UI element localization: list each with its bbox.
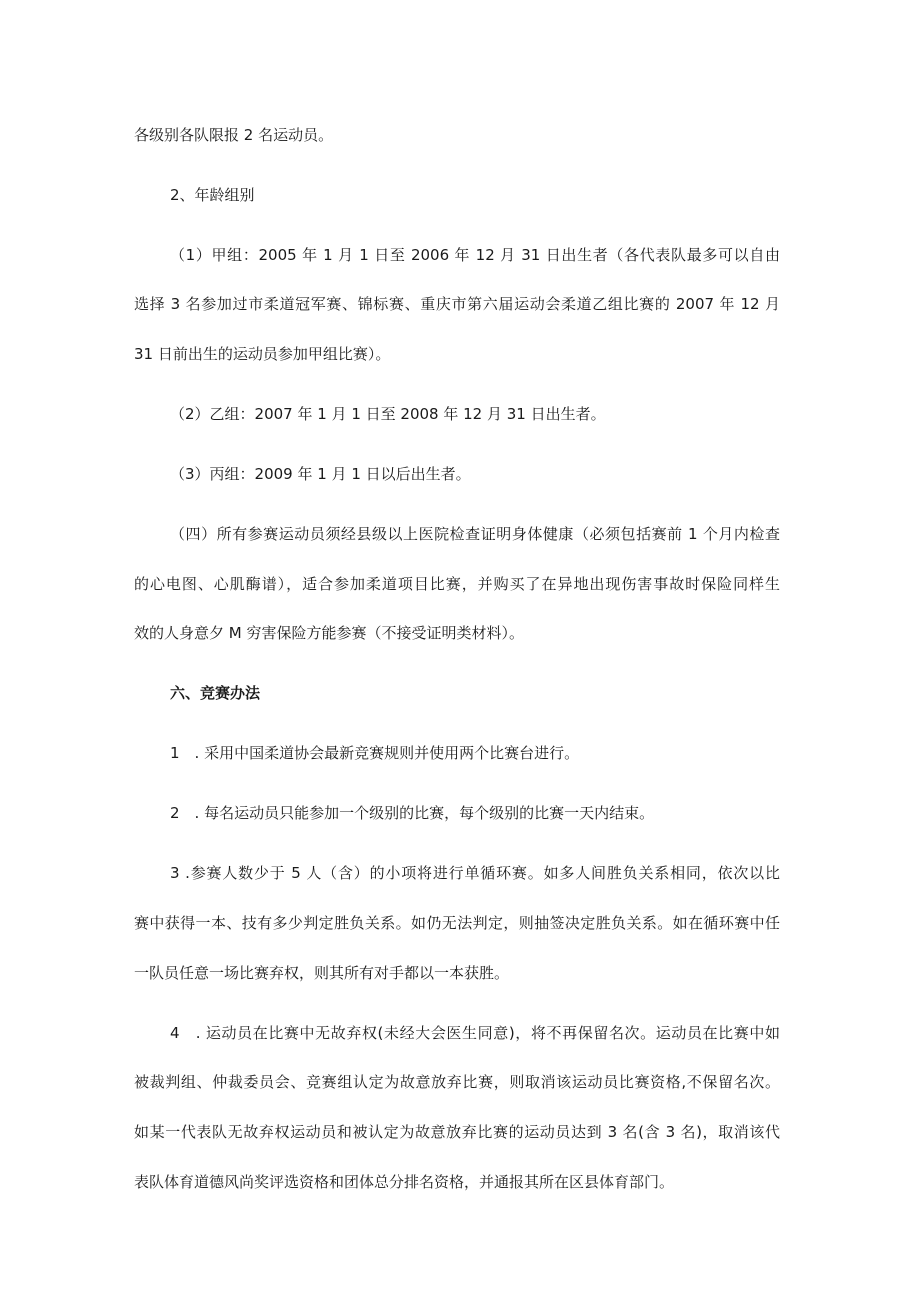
paragraph-health-line3: 效的人身意夕 M 穷害保险方能参赛（不接受证明类材料）。 (134, 624, 524, 642)
paragraph-group-a-line3: 31 日前出生的运动员参加甲组比赛）。 (134, 345, 391, 363)
rule-1: 1 . 采用中国柔道协会最新竞赛规则并使用两个比赛台进行。 (170, 744, 580, 762)
rule-3-line2: 赛中获得一本、技有多少判定胜负关系。如仍无法判定，则抽签决定胜负关系。如在循环赛中任 (134, 914, 780, 932)
paragraph-group-a-line2: 选择 3 名参加过市柔道冠军赛、锦标赛、重庆市第六届运动会柔道乙组比赛的 2007 年 12 月 (134, 295, 780, 313)
paragraph-group-c: （3）丙组：2009 年 1 月 1 日以后出生者。 (170, 465, 471, 483)
rule-4-line4: 表队体育道德风尚奖评选资格和团体总分排名资格，并通报其所在区县体育部门。 (134, 1173, 675, 1191)
heading-age-groups: 2、年龄组别 (170, 186, 255, 204)
rule-3-line3: 一队员任意一场比赛弃权，则其所有对手都以一本获胜。 (134, 964, 510, 982)
rule-4-line2: 被裁判组、仲裁委员会、竞赛组认定为故意放弃比赛，则取消该运动员比赛资格,不保留名次。 (134, 1073, 780, 1091)
rule-3-line1: 3 .参赛人数少于 5 人（含）的小项将进行单循环赛。如多人间胜负关系相同，依次以比 (170, 864, 780, 882)
paragraph-health-line1: （四）所有参赛运动员须经县级以上医院检查证明身体健康（必须包括赛前 1 个月内检查 (170, 525, 780, 543)
paragraph-quota: 各级别各队限报 2 名运动员。 (134, 126, 334, 144)
rule-4-line1: 4 . 运动员在比赛中无故弃权(未经大会医生同意)，将不再保留名次。运动员在比赛中如 (170, 1024, 780, 1042)
rule-4-line3: 如某一代表队无故弃权运动员和被认定为故意放弃比赛的运动员达到 3 名(含 3 名)，取消该代 (134, 1123, 780, 1141)
paragraph-group-b: （2）乙组：2007 年 1 月 1 日至 2008 年 12 月 31 日出生者。 (170, 405, 606, 423)
heading-competition-method: 六、竞赛办法 (170, 684, 261, 702)
rule-2: 2 . 每名运动员只能参加一个级别的比赛，每个级别的比赛一天内结束。 (170, 804, 655, 822)
paragraph-group-a-line1: （1）甲组：2005 年 1 月 1 日至 2006 年 12 月 31 日出生者（各代表队最多可以自由 (170, 246, 780, 264)
paragraph-health-line2: 的心电图、心肌酶谱），适合参加柔道项目比赛，并购买了在异地出现伤害事故时保险同样生 (134, 575, 780, 593)
